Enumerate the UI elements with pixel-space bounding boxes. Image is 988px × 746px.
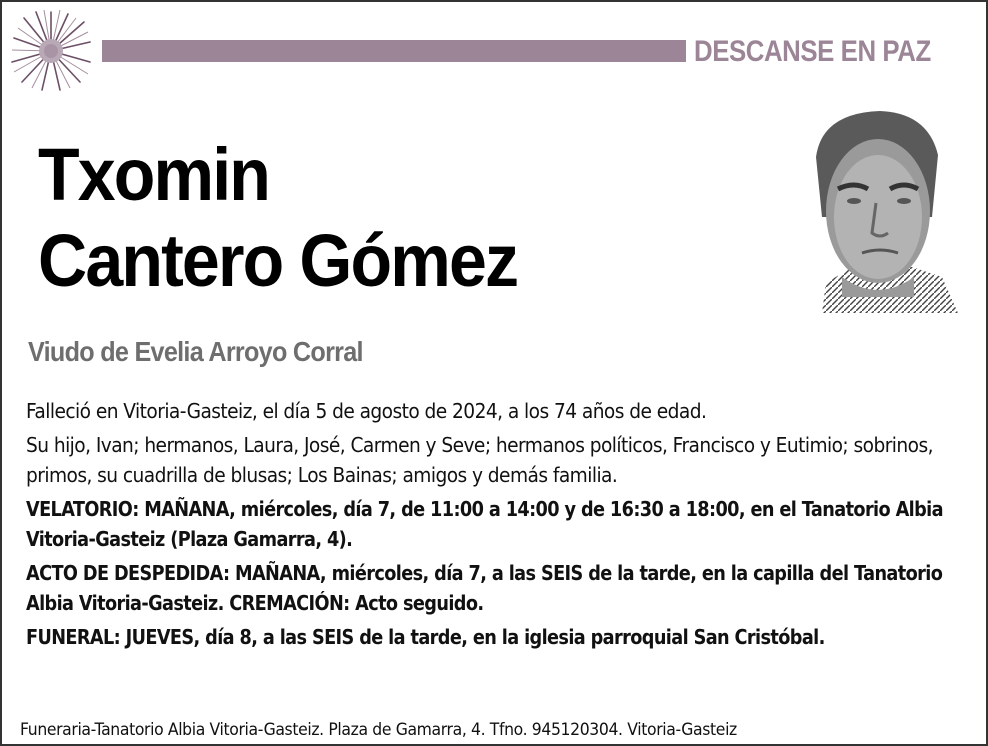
death-announcement: Falleció en Vitoria-Gasteiz, el día 5 de agosto de 2024, a los 74 años de edad. (26, 399, 707, 423)
farewell-details: ACTO DE DESPEDIDA: MAÑANA, miércoles, día 7, a las SEIS de la tarde, en la capilla del Tanatorio Albia Vitoria-Gasteiz. CREMACIÓN: Acto seguido. (26, 561, 943, 615)
thistle-flower-icon (8, 8, 94, 94)
deceased-name (38, 132, 517, 304)
header-title: DESCANSE EN PAZ (694, 35, 931, 68)
first-name: Txomin (38, 133, 270, 216)
wake-details: VELATORIO: MAÑANA, miércoles, día 7, de 11:00 a 14:00 y de 16:30 a 18:00, en el Tanatorio Albia Vitoria-Gasteiz (Plaza Gamarra, 4). (26, 497, 943, 551)
surnames: Cantero Gómez (38, 219, 518, 302)
notice-body (26, 396, 966, 656)
funeral-details: FUNERAL: JUEVES, día 8, a las SEIS de la tarde, en la iglesia parroquial San Cristóbal. (26, 625, 825, 649)
funeral-home-footer: Funeraria-Tanatorio Albia Vitoria-Gasteiz. Plaza de Gamarra, 4. Tfno. 945120304. Vitoria-Gasteiz (20, 720, 737, 740)
widow-of-line: Viudo de Evelia Arroyo Corral (28, 336, 363, 367)
portrait-photo (802, 107, 960, 313)
family-list: Su hijo, Ivan; hermanos, Laura, José, Carmen y Seve; hermanos políticos, Francisco y Eutimio; sobrinos, primos, su cuadrilla de blusas; Los Bainas; amigos y demás familia. (26, 433, 933, 487)
header-bar (102, 40, 686, 62)
